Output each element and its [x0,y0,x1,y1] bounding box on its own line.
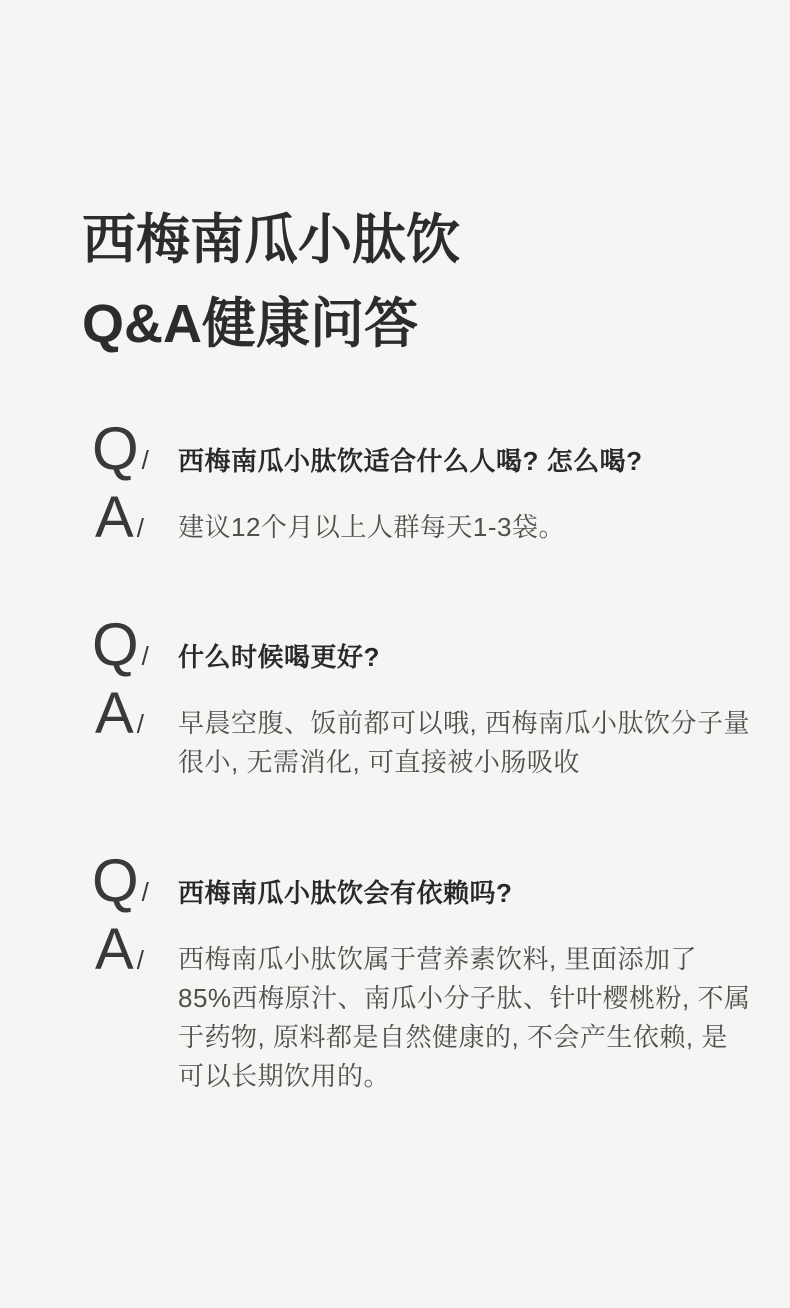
a-letter: A [95,485,134,550]
answer-line: 建议12个月以上人群每天1-3袋。 [178,512,565,542]
slash-glyph: / [141,877,149,907]
page-title-line-2: Q&A健康问答 [82,294,418,354]
answer-text [178,704,750,782]
a-letter: A [95,917,134,982]
answer-text [178,940,751,1096]
qa-item-2 [88,611,750,842]
answer-line: 早晨空腹、饭前都可以哦, 西梅南瓜小肽饮分子量 [178,708,750,738]
slash-glyph: / [136,709,144,739]
q-letter: Q [92,847,139,914]
qa-item-1 [88,415,738,646]
slash-glyph: / [136,945,144,975]
answer-marker [95,681,144,746]
answer-text [178,508,565,547]
answer-marker [95,485,144,550]
answer-line: 很小, 无需消化, 可直接被小肠吸收 [178,747,580,777]
question-marker [92,611,149,678]
q-letter: Q [92,611,139,678]
answer-line: 85%西梅原汁、南瓜小分子肽、针叶樱桃粉, 不属 [178,983,751,1013]
question-text: 什么时候喝更好? [178,642,380,672]
question-marker [92,415,149,482]
q-letter: Q [92,415,139,482]
answer-marker [95,917,144,982]
answer-line: 可以长期饮用的。 [178,1061,391,1091]
question-text: 西梅南瓜小肽饮会有依赖吗? [178,878,513,908]
a-letter: A [95,681,134,746]
page-title-line-1: 西梅南瓜小肽饮 [82,210,460,270]
answer-line: 西梅南瓜小肽饮属于营养素饮料, 里面添加了 [178,944,697,974]
slash-glyph: / [136,513,144,543]
qa-item-3 [88,847,751,1091]
page-title [82,198,460,366]
question-marker [92,847,149,914]
slash-glyph: / [141,445,149,475]
slash-glyph: / [141,641,149,671]
answer-line: 于药物, 原料都是自然健康的, 不会产生依赖, 是 [178,1022,728,1052]
question-text: 西梅南瓜小肽饮适合什么人喝? 怎么喝? [178,446,643,476]
